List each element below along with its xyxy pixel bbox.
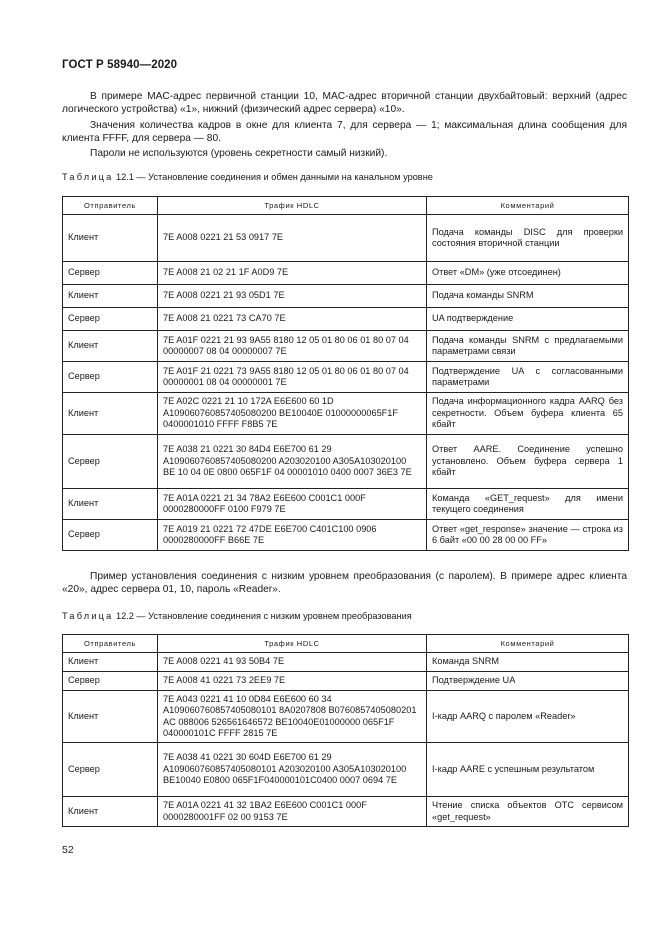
table-cell-comment: Подача команды SNRM с предлагаемыми параметрами связи [427, 331, 629, 362]
table-row [63, 331, 629, 362]
table-cell-traffic: 7E A008 0221 21 53 0917 7E [158, 215, 427, 262]
paragraph-1 [62, 90, 627, 116]
table-row [63, 262, 629, 285]
table-cell-traffic: 7E A01F 0221 21 93 9A55 8180 12 05 01 80 06 01 80 07 04 00000007 08 04 00000007 7E [158, 331, 427, 362]
table-2-header-cell: Трафик HDLC [158, 635, 427, 653]
table-2-caption [62, 611, 412, 621]
table-1-header-cell: Отправитель [63, 197, 158, 215]
table-cell-traffic: 7E A008 41 0221 73 2EE9 7E [158, 672, 427, 691]
paragraph-3-text: Пароли не используются (уровень секретности самый низкий). [90, 148, 388, 159]
table-cell-comment: Ответ «get_response» значение — строка из 6 байт «00 00 28 00 00 FF» [427, 520, 629, 551]
table-cell-traffic: 7E A01A 0221 41 32 1BA2 E6E600 C001C1 000F 0000280001FF 02 00 9153 7E [158, 797, 427, 827]
table-1 [62, 196, 629, 551]
table-row [63, 797, 629, 827]
table-cell-comment: Подача информационного кадра AARQ без секретности. Объем буфера клиента 65 кбайт [427, 393, 629, 435]
table-cell-traffic: 7E A008 0221 21 93 05D1 7E [158, 285, 427, 308]
table-row [63, 215, 629, 262]
table-cell-comment: Команда SNRM [427, 653, 629, 672]
paragraph-4 [62, 570, 627, 596]
table-row [63, 285, 629, 308]
table-cell-traffic: 7E A038 41 0221 30 604D E6E700 61 29 A109060760857405080101 A203020100 A305A103020100 BE10040 E0800 065F1F040000101C0400 0007 0694 7E [158, 743, 427, 797]
table-cell-traffic: 7E A043 0221 41 10 0D84 E6E600 60 34 A109060760857405080101 8A0207808 B0760857405080201 AC 088006 526561646572 BE10040E01000000 065F1F 040000101C FFFF 2815 7E [158, 691, 427, 743]
table-cell-traffic: 7E A01A 0221 21 34 78A2 E6E600 C001C1 000F 0000280000FF 0100 F979 7E [158, 489, 427, 520]
table-2-header-row [63, 635, 629, 653]
paragraph-1-text: В примере MAC-адрес первичной станции 10, MAC-адрес вторичной станции двухбайтовый: верхний (адрес логического устройства) «1», нижний (физический адрес сервера) «10». [62, 91, 627, 115]
table-cell-traffic: 7E A008 0221 41 93 50B4 7E [158, 653, 427, 672]
page-number: 52 [62, 844, 74, 856]
table-cell-traffic: 7E A038 21 0221 30 84D4 E6E700 61 29 A109060760857405080200 A203020100 A305A103020100 BE 10 04 0E 0800 065F1F 04 00001010 0400 0007 36E3 7E [158, 435, 427, 489]
table-1-caption-prefix: Таблица [62, 172, 114, 182]
table-row [63, 520, 629, 551]
table-cell-sender: Сервер [63, 362, 158, 393]
table-cell-comment: Подача команды SNRM [427, 285, 629, 308]
table-row [63, 653, 629, 672]
table-row [63, 393, 629, 435]
table-cell-sender: Сервер [63, 262, 158, 285]
table-1-header-cell: Трафик HDLC [158, 197, 427, 215]
table-2-header-cell: Отправитель [63, 635, 158, 653]
table-cell-comment: Ответ «DM» (уже отсоединен) [427, 262, 629, 285]
table-cell-sender: Клиент [63, 489, 158, 520]
table-cell-comment: I-кадр AARE с успешным результатом [427, 743, 629, 797]
table-cell-comment: Ответ AARE. Соединение успешно установлено. Объем буфера сервера 1 кбайт [427, 435, 629, 489]
table-row [63, 743, 629, 797]
table-2-caption-text: 12.2 — Установление соединения с низким уровнем преобразования [116, 611, 412, 621]
table-cell-sender: Клиент [63, 653, 158, 672]
table-cell-sender: Клиент [63, 691, 158, 743]
table-row [63, 362, 629, 393]
table-cell-comment: Команда «GET_request» для имени текущего соединения [427, 489, 629, 520]
table-cell-sender: Сервер [63, 308, 158, 331]
table-cell-sender: Клиент [63, 285, 158, 308]
table-cell-sender: Сервер [63, 743, 158, 797]
table-cell-sender: Клиент [63, 797, 158, 827]
table-cell-sender: Клиент [63, 331, 158, 362]
table-row [63, 308, 629, 331]
table-cell-comment: I-кадр AARQ с паролем «Reader» [427, 691, 629, 743]
table-cell-traffic: 7E A008 21 0221 73 CA70 7E [158, 308, 427, 331]
table-cell-comment: Подтверждение UA с согласованными параметрами [427, 362, 629, 393]
table-cell-traffic: 7E A02C 0221 21 10 172A E6E600 60 1D A109060760857405080200 BE10040E 01000000065F1F 0400001010 FFFF F8B5 7E [158, 393, 427, 435]
table-row [63, 489, 629, 520]
table-1-caption [62, 172, 433, 182]
table-cell-sender: Сервер [63, 520, 158, 551]
table-cell-sender: Сервер [63, 435, 158, 489]
paragraph-3 [62, 147, 627, 160]
table-cell-sender: Сервер [63, 672, 158, 691]
table-cell-sender: Клиент [63, 215, 158, 262]
table-cell-comment: UA подтверждение [427, 308, 629, 331]
table-cell-traffic: 7E A008 21 02 21 1F A0D9 7E [158, 262, 427, 285]
table-cell-traffic: 7E A01F 21 0221 73 9A55 8180 12 05 01 80 06 01 80 07 04 00000001 08 04 00000001 7E [158, 362, 427, 393]
table-row [63, 435, 629, 489]
table-cell-sender: Клиент [63, 393, 158, 435]
table-cell-comment: Подтверждение UA [427, 672, 629, 691]
table-1-caption-text: 12.1 — Установление соединения и обмен данными на канальном уровне [116, 172, 433, 182]
table-2-header-cell: Комментарий [427, 635, 629, 653]
table-cell-traffic: 7E A019 21 0221 72 47DE E6E700 C401C100 0906 0000280000FF B66E 7E [158, 520, 427, 551]
paragraph-2 [62, 119, 627, 145]
table-row [63, 672, 629, 691]
table-cell-comment: Чтение списка объектов ОТС сервисом «get_request» [427, 797, 629, 827]
document-header: ГОСТ Р 58940—2020 [62, 59, 178, 71]
table-cell-comment: Подача команды DISC для проверки состояния вторичной станции [427, 215, 629, 262]
table-row [63, 691, 629, 743]
paragraph-2-text: Значения количества кадров в окне для клиента 7, для сервера — 1; максимальная длина сообщения для клиента FFFF, для сервера — 80. [62, 120, 627, 144]
table-1-header-cell: Комментарий [427, 197, 629, 215]
table-1-header-row [63, 197, 629, 215]
paragraph-4-text: Пример установления соединения с низким уровнем преобразования (с паролем). В примере адрес клиента «20», адрес сервера 01, 10, пароль «Reader». [62, 571, 627, 595]
table-2-caption-prefix: Таблица [62, 611, 114, 621]
table-2 [62, 634, 629, 827]
